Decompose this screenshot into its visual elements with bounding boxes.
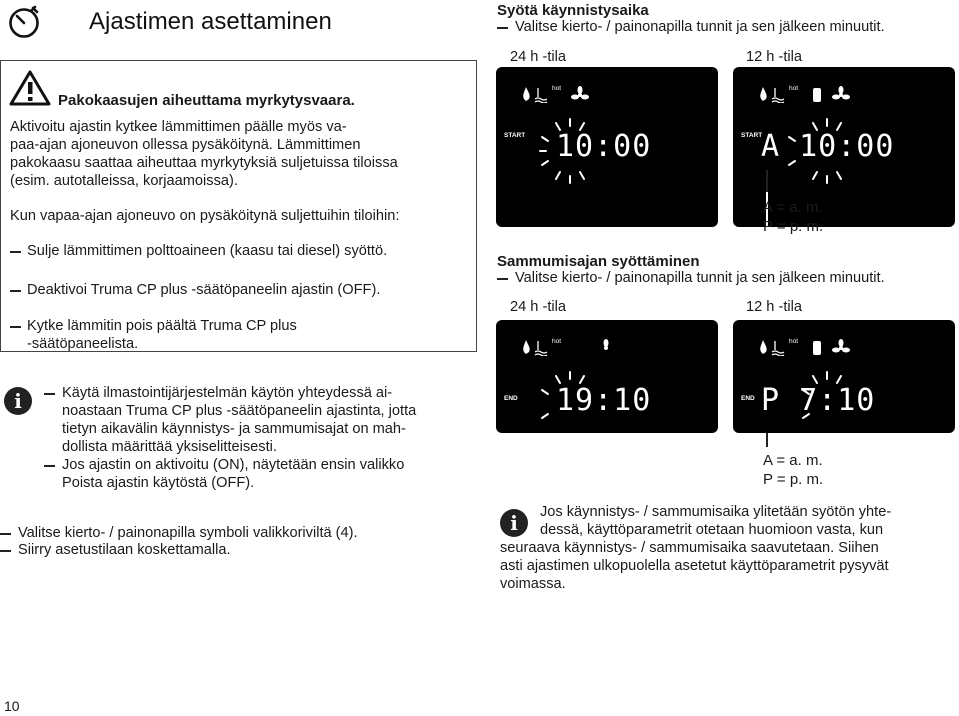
warning-step: Kytke lämmitin pois päältä Truma CP plus — [27, 318, 297, 334]
indicator-line — [766, 170, 768, 192]
water-icon — [772, 88, 784, 103]
warning-text-line: Aktivoitu ajastin kytkee lämmittimen päälle myös va- — [10, 119, 347, 135]
info-line: noastaan Truma CP plus -säätöpaneelin ajastinta, jotta — [62, 403, 417, 419]
water-icon — [535, 88, 547, 103]
mode-12-label: 12 h -tila — [746, 49, 802, 65]
info-line: Poista ajastin käytöstä (OFF). — [62, 475, 255, 491]
warning-text-line: paa-ajan ajoneuvon ollessa pysäköitynä. Lämmittimen — [10, 137, 361, 153]
dash-bullet — [10, 290, 21, 292]
lcd-mode-label: START — [504, 132, 526, 139]
warning-intro: Kun vapaa-ajan ajoneuvo on pysäköitynä suljettuihin tiloihin: — [10, 208, 400, 224]
lcd-display-end-12h — [733, 320, 955, 433]
mode-icons — [520, 85, 610, 103]
lcd-mode-label: START — [741, 132, 763, 139]
dash-bullet — [44, 393, 55, 395]
dash-bullet — [497, 27, 508, 29]
lcd-mode-label: END — [741, 395, 755, 402]
dash-bullet — [497, 278, 508, 280]
mode-icons — [757, 85, 857, 103]
mode-24-label: 24 h -tila — [510, 299, 566, 315]
dash-bullet — [0, 550, 11, 552]
warning-step: -säätöpaneelista. — [27, 336, 139, 352]
hot-label: hot — [552, 85, 562, 92]
lcd-mode-label: END — [504, 395, 518, 402]
legend-pm: P = p. m. — [763, 218, 824, 235]
lcd-display-start-24h — [496, 67, 718, 227]
end-step: Valitse kierto- / painonapilla tunnit ja sen jälkeen minuutit. — [515, 270, 885, 286]
info-line: voimassa. — [500, 576, 566, 592]
mode-icons — [757, 338, 857, 356]
warning-triangle-icon — [8, 69, 52, 107]
water-icon — [772, 341, 784, 356]
info-line: seuraava käynnistys- / sammumisaika saavutetaan. Siihen — [500, 540, 879, 556]
hot-label: hot — [789, 338, 799, 345]
mode-24-label: 24 h -tila — [510, 49, 566, 65]
start-section-heading: Syötä käynnistysaika — [497, 2, 649, 19]
warning-step: Sulje lämmittimen polttoaineen (kaasu tai diesel) syöttö. — [27, 243, 388, 259]
hot-label: hot — [789, 85, 799, 92]
flame-icon — [523, 87, 529, 101]
dash-bullet — [44, 465, 55, 467]
gas-bottle-icon — [813, 88, 821, 102]
instruction-step: Valitse kierto- / painonapilla symboli valikkoriviltä (4). — [18, 525, 358, 541]
end-section-heading: Sammumisajan syöttäminen — [497, 253, 700, 270]
hot-label: hot — [552, 338, 562, 345]
warning-heading: Pakokaasujen aiheuttama myrkytysvaara. — [58, 92, 355, 109]
fan-icon — [571, 86, 589, 100]
dash-bullet — [10, 326, 21, 328]
dash-bullet — [0, 533, 11, 535]
legend-pm: P = p. m. — [763, 471, 824, 488]
info-line: asti ajastimen ulkopuolella asetetut käyttöparametrit pysyvät — [500, 558, 889, 574]
info-icon: i — [4, 387, 32, 415]
page-title: Ajastimen asettaminen — [89, 8, 332, 35]
info-icon: i — [500, 509, 528, 537]
lcd-time-digits: 10:00 — [556, 129, 652, 164]
instruction-step: Siirry asetustilaan koskettamalla. — [18, 542, 231, 558]
flame-icon — [760, 340, 766, 354]
stopwatch-icon — [6, 2, 44, 40]
legend-am: A = a. m. — [763, 199, 823, 216]
dash-bullet — [10, 251, 21, 253]
lcd-display-end-24h — [496, 320, 718, 433]
warning-text-line: (esim. autotalleissa, korjaamoissa). — [10, 173, 238, 189]
mode-12-label: 12 h -tila — [746, 299, 802, 315]
gas-bottle-icon — [813, 341, 821, 355]
fan-icon — [604, 339, 609, 350]
info-line: Jos ajastin on aktivoitu (ON), näytetään ensin valikko — [62, 457, 405, 473]
legend-am: A = a. m. — [763, 452, 823, 469]
info-line: dessä, käyttöparametrit otetaan huomioon vasta, kun — [540, 522, 884, 538]
warning-step: Deaktivoi Truma CP plus -säätöpaneelin ajastin (OFF). — [27, 282, 381, 298]
lcd-time-digits: A 10:00 — [761, 129, 895, 164]
flame-icon — [523, 340, 529, 354]
flame-icon — [760, 87, 766, 101]
lcd-time-digits: P 7:10 — [761, 383, 876, 418]
mode-icons — [520, 338, 610, 356]
fan-icon — [832, 339, 850, 353]
warning-text-line: pakokaasu saattaa aiheuttaa myrkytyksiä suljetuissa tiloissa — [10, 155, 398, 171]
page-number: 10 — [4, 698, 20, 714]
info-line: tietyn aikavälin käynnistys- ja sammumisajat on mah- — [62, 421, 406, 437]
info-line: Käytä ilmastointijärjestelmän käytön yhteydessä ai- — [62, 385, 393, 401]
lcd-time-digits: 19:10 — [556, 383, 652, 418]
fan-icon — [832, 86, 850, 100]
start-step: Valitse kierto- / painonapilla tunnit ja sen jälkeen minuutit. — [515, 19, 885, 35]
info-line: Jos käynnistys- / sammumisaika ylitetään syötön yhte- — [540, 504, 892, 520]
water-icon — [535, 341, 547, 356]
indicator-line — [766, 433, 768, 447]
info-line: dollista määrittää yksiselitteisesti. — [62, 439, 277, 455]
